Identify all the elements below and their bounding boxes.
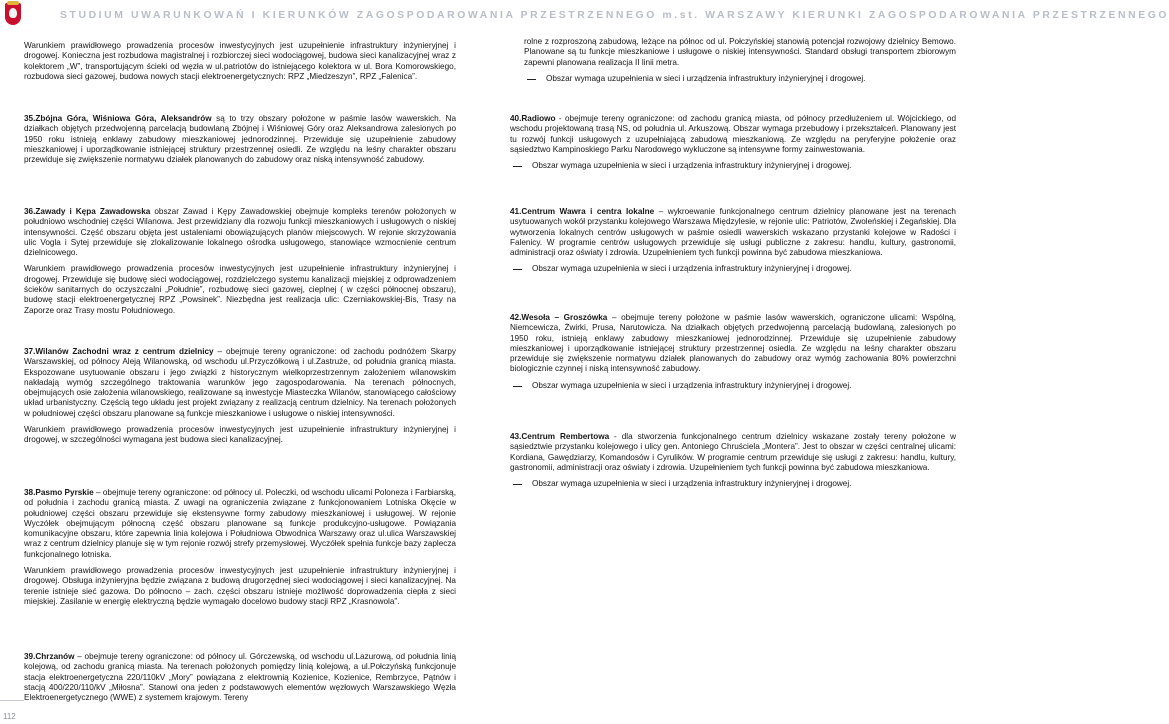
page-header bbox=[0, 0, 1169, 30]
item-paragraph bbox=[24, 488, 456, 560]
item-number: 35. bbox=[24, 114, 36, 123]
item-title: Centrum Rembertowa bbox=[521, 432, 610, 441]
item-text: obszar Zawad i Kępy Zawadowskiej obejmuje kompleks terenów położonych w południowo wschodniej części Wilanowa. Jest przewidziany dla rozwoju funkcji mieszkaniowych i usługowych o niskiej intensywności. Część obszaru objęta jest ustaleniami obowiązujących planów miejscowych. W rejonie skrzyżowania ulic Vogla i Sytej przewiduje się zlokalizowanie lokalnego ośrodka usługowego, stanowiące wzmocnienie centrum dzielnicowego. bbox=[24, 207, 456, 258]
item-title: Zawady i Kępa Zawadowska bbox=[35, 207, 151, 216]
item-title: Zbójna Góra, Wiśniowa Góra, Aleksandrów bbox=[35, 114, 212, 123]
item-text: – obejmuje tereny ograniczone: od północy ul. Górczewską, od wschodu ul.Lazurową, od południa linią kolejową, od zachodu granicą miasta. Na terenach położonych pomiędzy linią kolejową, a ul.Połczyńską funkcjonuje stacja elektroenergetyczna 220/110kV „Mory” powiązana z elektrownią Kozienice, Kozienice, Rembrzyce, Pątnów i stacją 400/220/110/kV „Miłosna”. Stanowi ona jeden z podstawowych elementów węzłowych Warszawskiego Węzła Elektroenergetycznego (WWE) z systemem krajowym. Tereny bbox=[24, 652, 456, 703]
warsaw-crest-icon bbox=[5, 3, 21, 25]
item-36 bbox=[24, 207, 456, 316]
item-text: – obejmuje tereny położone w paśmie lasów wawerskich, ograniczone ulicami: Wspólną, Niemcewicza, Żwirki, Prusa, Narutowicza. Na działkach objętych przedwojenną parcelacją budowlaną, zalesionych po 1950 roku, istnieją enklawy zabudowy mieszkaniowej jednorodzinnej. Przewiduje się uzupełnienie zabudowy mieszkaniowej i uporządkowanie istniejącej struktury przestrzennej osiedla. Ze względu na leśny charakter obszaru przewiduje się zwiększenie normatywu działek planowanych do zabudowy oraz wymóg zachowania 80% powierzchni biologicznie czynnej i niską intensywność zabudowy. bbox=[510, 313, 956, 374]
item-35 bbox=[24, 114, 456, 165]
item-number: 38. bbox=[24, 488, 36, 497]
dash-item: Obszar wymaga uzupełnienia w sieci i urządzenia infrastruktury inżynieryjnej i drogowej. bbox=[524, 74, 956, 84]
left-top-block bbox=[24, 41, 456, 82]
item-title: Pasmo Pyrskie bbox=[35, 488, 94, 497]
item-text: są to trzy obszary położone w paśmie lasów wawerskich. Na działkach objętych przedwojenną parcelacją budowlaną Zbójnej i Wiśniowej Góry oraz Aleksandrowa zalesionych po 1950 roku istnieją enklawy zabudowy mieszkaniowej jednorodzinnej. Przewiduje się uzupełnienie zabudowy mieszkaniowej i uporządkowanie istniejącej struktury przestrzennej osiedli. Ze względu na leśny charakter obszaru przewiduje się zwiększenie normatywu działek planowanych do zabudowy oraz niską intensywność zabudowy. bbox=[24, 114, 456, 165]
item-number: 37. bbox=[24, 347, 36, 356]
item-text: – wykroewanie funkcjonalnego centrum dzielnicy planowane jest na terenach usytuowanych wokół przystanku kolejowego Warszawa Międzylesie, w rejonie ulic: Patriotów, Zwoleńskiej i Żegańskiej. Dla wytworzenia lokalnych centrów usługowych w paśmie osiedli wawerskich wskazano przystanki kolejowe w Radości i Falenicy. W programie centrów usługowych przewiduje się usługi publiczne z zakresu: handlu, kultury, gastronomii, administracji oraz oświaty i zdrowia. Uzupełnieniem tych funkcji powinna być zabudowa mieszkaniowa. bbox=[510, 207, 956, 258]
paragraph: rolne z rozproszoną zabudową, leżące na północ od ul. Połczyńskiej stanowią potencjał rozwojowy dzielnicy Bemowo. Planowane są tu funkcje mieszkaniowe i usługowe o niskiej intensywności. Standard obsługi transportem zbiorowym zapewni planowana realizacja II linii metra. bbox=[524, 37, 956, 67]
paragraph: Warunkiem prawidłowego prowadzenia procesów inwestycyjnych jest uzupełnienie infrastruktury inżynieryjnej i drogowej, w szczególności wymagana jest budowa sieci kanalizacyjnej. bbox=[24, 425, 456, 445]
item-text: – obejmuje tereny ograniczone: od północy ul. Poleczki, od wschodu ulicami Poloneza i Farbiarską, od południa i zachodu granicą miasta. Z uwagi na ograniczenia związane z funkcjonowaniem Lotniska Okęcie w południowej części obszaru przewiduje się ekstensywne formy zabudowy mieszkaniowej i usługowej. W rejonie Wyczółek obejmującym północną część obszaru planowane są funkcje produkcyjno-usługowe. Powiązania komunikacyjne obszaru, które zapewnia linia kolejowa i Południowa Obwodnica Warszawy oraz ul.ulica Warszawskiej wraz z centrum dzielnicy planuje się w tym rejonie rozwój strefy przemysłowej. Wyczółek spełnia funkcje bazy zaplecza funkcjonalnego lotniska. bbox=[24, 488, 456, 559]
item-number: 41. bbox=[510, 207, 522, 216]
item-paragraph bbox=[510, 432, 956, 473]
item-39 bbox=[24, 652, 456, 703]
item-42 bbox=[510, 313, 956, 391]
item-40 bbox=[510, 114, 956, 171]
header-title: STUDIUM UWARUNKOWAŃ I KIERUNKÓW ZAGOSPODAROWANIA PRZESTRZENNEGO m.st. WARSZAWY KIERUNKI ZAGOSPODAROWANIA PRZESTRZENNEGO bbox=[60, 10, 1169, 21]
item-37 bbox=[24, 347, 456, 446]
paragraph: Warunkiem prawidłowego prowadzenia procesów inwestycyjnych jest uzupełnienie infrastruktury inżynieryjnej i drogowej. Konieczna jest rozbudowa magistralnej i rozbiorczej sieci wodociągowej, budowa sieci kanalizacyjnej wraz z kolektorem „W”, transportującym ścieki od węzła w ul.patriotów do istniejącego kolektora w ul. Bora Komorowskiego, rozbudowa sieci gazowej, budowa nowych stacji elektroenergetycznych: RPZ „Miedzeszyn”, RPZ „Falenica”. bbox=[24, 41, 456, 81]
item-paragraph bbox=[510, 313, 956, 375]
dash-item: Obszar wymaga uzupełnienia w sieci i urządzenia infrastruktury inżynieryjnej i drogowej. bbox=[510, 264, 956, 274]
item-paragraph bbox=[24, 207, 456, 258]
item-number: 39. bbox=[24, 652, 36, 661]
item-paragraph bbox=[24, 114, 456, 165]
item-number: 40. bbox=[510, 114, 522, 123]
item-title: Centrum Wawra i centra lokalne bbox=[521, 207, 655, 216]
item-title: Radiowo bbox=[521, 114, 556, 123]
item-text: – obejmuje tereny ograniczone: od zachodu podnóżem Skarpy Warszawskiej, od północy Aleją Wilanowską, od wschodu ul.Przyczółkową i ul.Zastruże, od południa granicą miasta. Ekspozowane usytuowanie obszaru i jego związki z historycznym wielkoprzestrzennym założeniem wilanowskim nakładają wymóg szczególnego traktowania warunków jego zagospodarowania. Na terenach północnych, obejmujących osie założenia wilanowskiego, realizowane są inwestycje Miasteczka Wilanów, stanowiącego całościowy układ urbanistyczny. Częścią tego układu jest projekt związany z realizacją centrum dzielnicy. Na terenach położonych w południowej części obszaru planowane są funkcje mieszkaniowe i usługowe o niskiej intensywności. bbox=[24, 347, 456, 418]
item-paragraph bbox=[510, 114, 956, 155]
item-41 bbox=[510, 207, 956, 275]
dash-item: Obszar wymaga uzupełnienia w sieci i urządzenia infrastruktury inżynieryjnej i drogowej. bbox=[510, 161, 956, 171]
item-paragraph bbox=[510, 207, 956, 258]
item-text: - dla stworzenia funkcjonalnego centrum dzielnicy wskazane zostały tereny położone w sąsiedztwie przystanku kolejowego i ulicy gen. Antoniego Chruściela „Montera”. Jest to obszar w części centralnej ulicami: Kordiana, Gawędziarzy, Komandosów i Cyrulików. W programie centrum przewiduje się usługi z zakresu: handlu, kultury, gastronomii, administracji oraz oświaty i zdrowia. Uzupełnieniem tych funkcji powinna być zabudowa mieszkaniowa. bbox=[510, 432, 956, 472]
item-title: Wilanów Zachodni wraz z centrum dzielnicy bbox=[35, 347, 214, 356]
item-number: 36. bbox=[24, 207, 36, 216]
dash-item: Obszar wymaga uzupełnienia w sieci i urządzenia infrastruktury inżynieryjnej i drogowej. bbox=[510, 381, 956, 391]
page-number: 112 bbox=[3, 712, 16, 721]
item-38 bbox=[24, 488, 456, 607]
right-top-block bbox=[524, 37, 956, 84]
item-text: - obejmuje tereny ograniczone: od zachodu granicą miasta, od północy przedłużeniem ul. Wójcickiego, od wschodu projektowaną trasą NS, od południa ul. Arkuszową. Obszar wymaga przebudowy i przekształceń. Planowany jest tu rozwój funkcji usługowych z uzupełniającą zabudową mieszkaniową. Ze względu na peryferyjne położenie oraz sąsiedztwo Kampinoskiego Parku Narodowego wykluczone są intensywne formy zainwestowania. bbox=[510, 114, 956, 154]
item-paragraph bbox=[24, 347, 456, 419]
item-title: Wesoła – Groszówka bbox=[521, 313, 608, 322]
item-number: 43. bbox=[510, 432, 522, 441]
item-paragraph bbox=[24, 652, 456, 703]
item-title: Chrzanów bbox=[35, 652, 75, 661]
paragraph: Warunkiem prawidłowego prowadzenia procesów inwestycyjnych jest uzupełnienie infrastruktury inżynieryjnej i drogowej. Obsługa inżynieryjna będzie związana z budową drugorzędnej sieci wodociągowej i sieci kanalizacyjnej. Na terenie istnieje sieć gazowa. Do północno – zach. części obszaru istnieje możliwość doprowadzenia ciepła z sieci miejskiej. Zasilanie w energię elektryczną będzie wymagało docelowo budowy stacji RPZ „Krasnowola”. bbox=[24, 566, 456, 606]
paragraph: Warunkiem prawidłowego prowadzenia procesów inwestycyjnych jest uzupełnienie infrastruktury inżynieryjnej i drogowej. Przewiduje się budowę sieci wodociągowej, rozdzielczego systemu kanalizacji miejskiej z odprowadzeniem ścieków sanitarnych do oczyszczalni „Południe”, rozbudowę sieci gazowej, cieplnej ( w części północnej obszaru), budowę stacji elektroenergetycznej RPZ „Powsinek”. Niezbędna jest realizacja ulic: Czerniakowskiej-Bis, Trasy na Zaporze oraz Trasy mostu Południowego. bbox=[24, 264, 456, 315]
footer-rule bbox=[0, 700, 24, 701]
item-43 bbox=[510, 432, 956, 489]
item-number: 42. bbox=[510, 313, 522, 322]
dash-item: Obszar wymaga uzupełnienia w sieci i urządzenia infrastruktury inżynieryjnej i drogowej. bbox=[510, 479, 956, 489]
